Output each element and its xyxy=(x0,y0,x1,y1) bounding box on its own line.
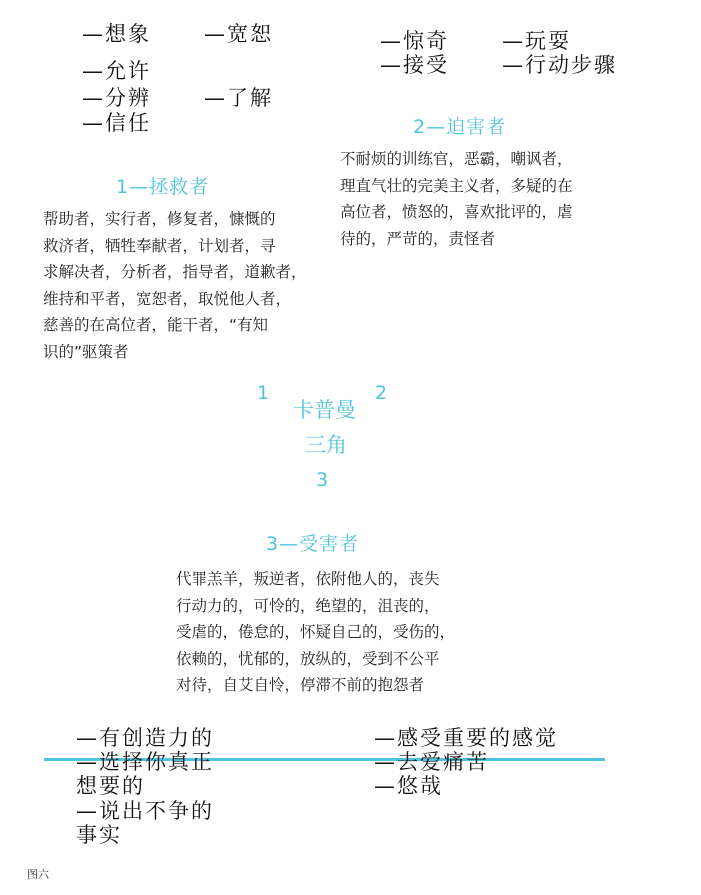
word-accept: —接受 xyxy=(380,53,449,77)
word-understand: —了解 xyxy=(204,86,273,110)
persecutor-line: 理直气壮的完美主义者，多疑的在 xyxy=(340,176,573,195)
word-imagine: —想象 xyxy=(82,22,151,46)
word-creative: —有创造力的 xyxy=(76,726,214,750)
victim-line: 对待，自艾自怜，停滞不前的抱怨者 xyxy=(176,676,425,694)
word-discern: —分辨 xyxy=(82,86,151,110)
triangle-number-1: 1 xyxy=(257,382,270,404)
victim-line: 依赖的，忧郁的，放纵的，受到不公平 xyxy=(176,649,440,668)
persecutor-line: 待的，严苛的，责怪者 xyxy=(340,229,496,248)
figure-caption: 图六 xyxy=(27,868,49,881)
persecutor-line: 不耐烦的训练官，恶霸，嘲讽者， xyxy=(340,150,573,168)
triangle-title-line1: 卡普曼 xyxy=(293,398,356,422)
victim-line: 代罪羔羊，叛逆者，依附他人的，丧失 xyxy=(176,570,440,588)
rescuer-line: 救济者，牺牲奉献者，计划者，寻 xyxy=(43,236,276,255)
victim-line: 受虐的，倦怠的，怀疑自己的，受伤的， xyxy=(176,623,456,641)
rescuer-description xyxy=(43,206,307,365)
word-truly-want: 想要的 xyxy=(76,774,145,798)
rescuer-line: 维持和平者，宽恕者，取悦他人者， xyxy=(43,289,292,308)
rescuer-line: 慈善的在高位者，能干者，“有知 xyxy=(43,316,269,334)
persecutor-title: 2—迫害者 xyxy=(413,116,507,138)
word-action-steps: —行动步骤 xyxy=(502,53,617,77)
word-trust: —信任 xyxy=(82,111,151,135)
word-facts: 事实 xyxy=(76,823,122,847)
victim-line: 行动力的，可怜的，绝望的，沮丧的， xyxy=(176,596,440,615)
persecutor-description xyxy=(340,146,573,252)
triangle-number-3: 3 xyxy=(316,469,329,491)
rescuer-line: 求解决者，分析者，指导者，道歉者， xyxy=(43,263,307,281)
word-play: —玩耍 xyxy=(502,29,571,53)
rescuer-title: 1—拯救者 xyxy=(116,176,210,198)
word-allow: —允许 xyxy=(82,59,151,83)
rescuer-line: 帮助者，实行者，修复者，慷慨的 xyxy=(43,210,276,228)
word-choose-what-you-want: —选择你真正 xyxy=(76,750,214,774)
word-love-pain: —去爱痛苦 xyxy=(374,750,489,774)
triangle-number-2: 2 xyxy=(375,382,388,404)
word-forgive: —宽恕 xyxy=(204,22,273,46)
word-wonder: —惊奇 xyxy=(380,29,449,53)
victim-title: 3—受害者 xyxy=(266,533,360,555)
word-leisurely: —悠哉 xyxy=(374,774,443,798)
triangle-title-line2: 三角 xyxy=(305,433,347,457)
word-speak-facts: —说出不争的 xyxy=(76,799,214,823)
rescuer-line: 识的”驱策者 xyxy=(43,342,129,361)
victim-description xyxy=(176,566,455,699)
word-feel-important-feelings: —感受重要的感觉 xyxy=(374,726,558,750)
persecutor-line: 高位者，愤怒的，喜欢批评的，虐 xyxy=(340,203,573,221)
